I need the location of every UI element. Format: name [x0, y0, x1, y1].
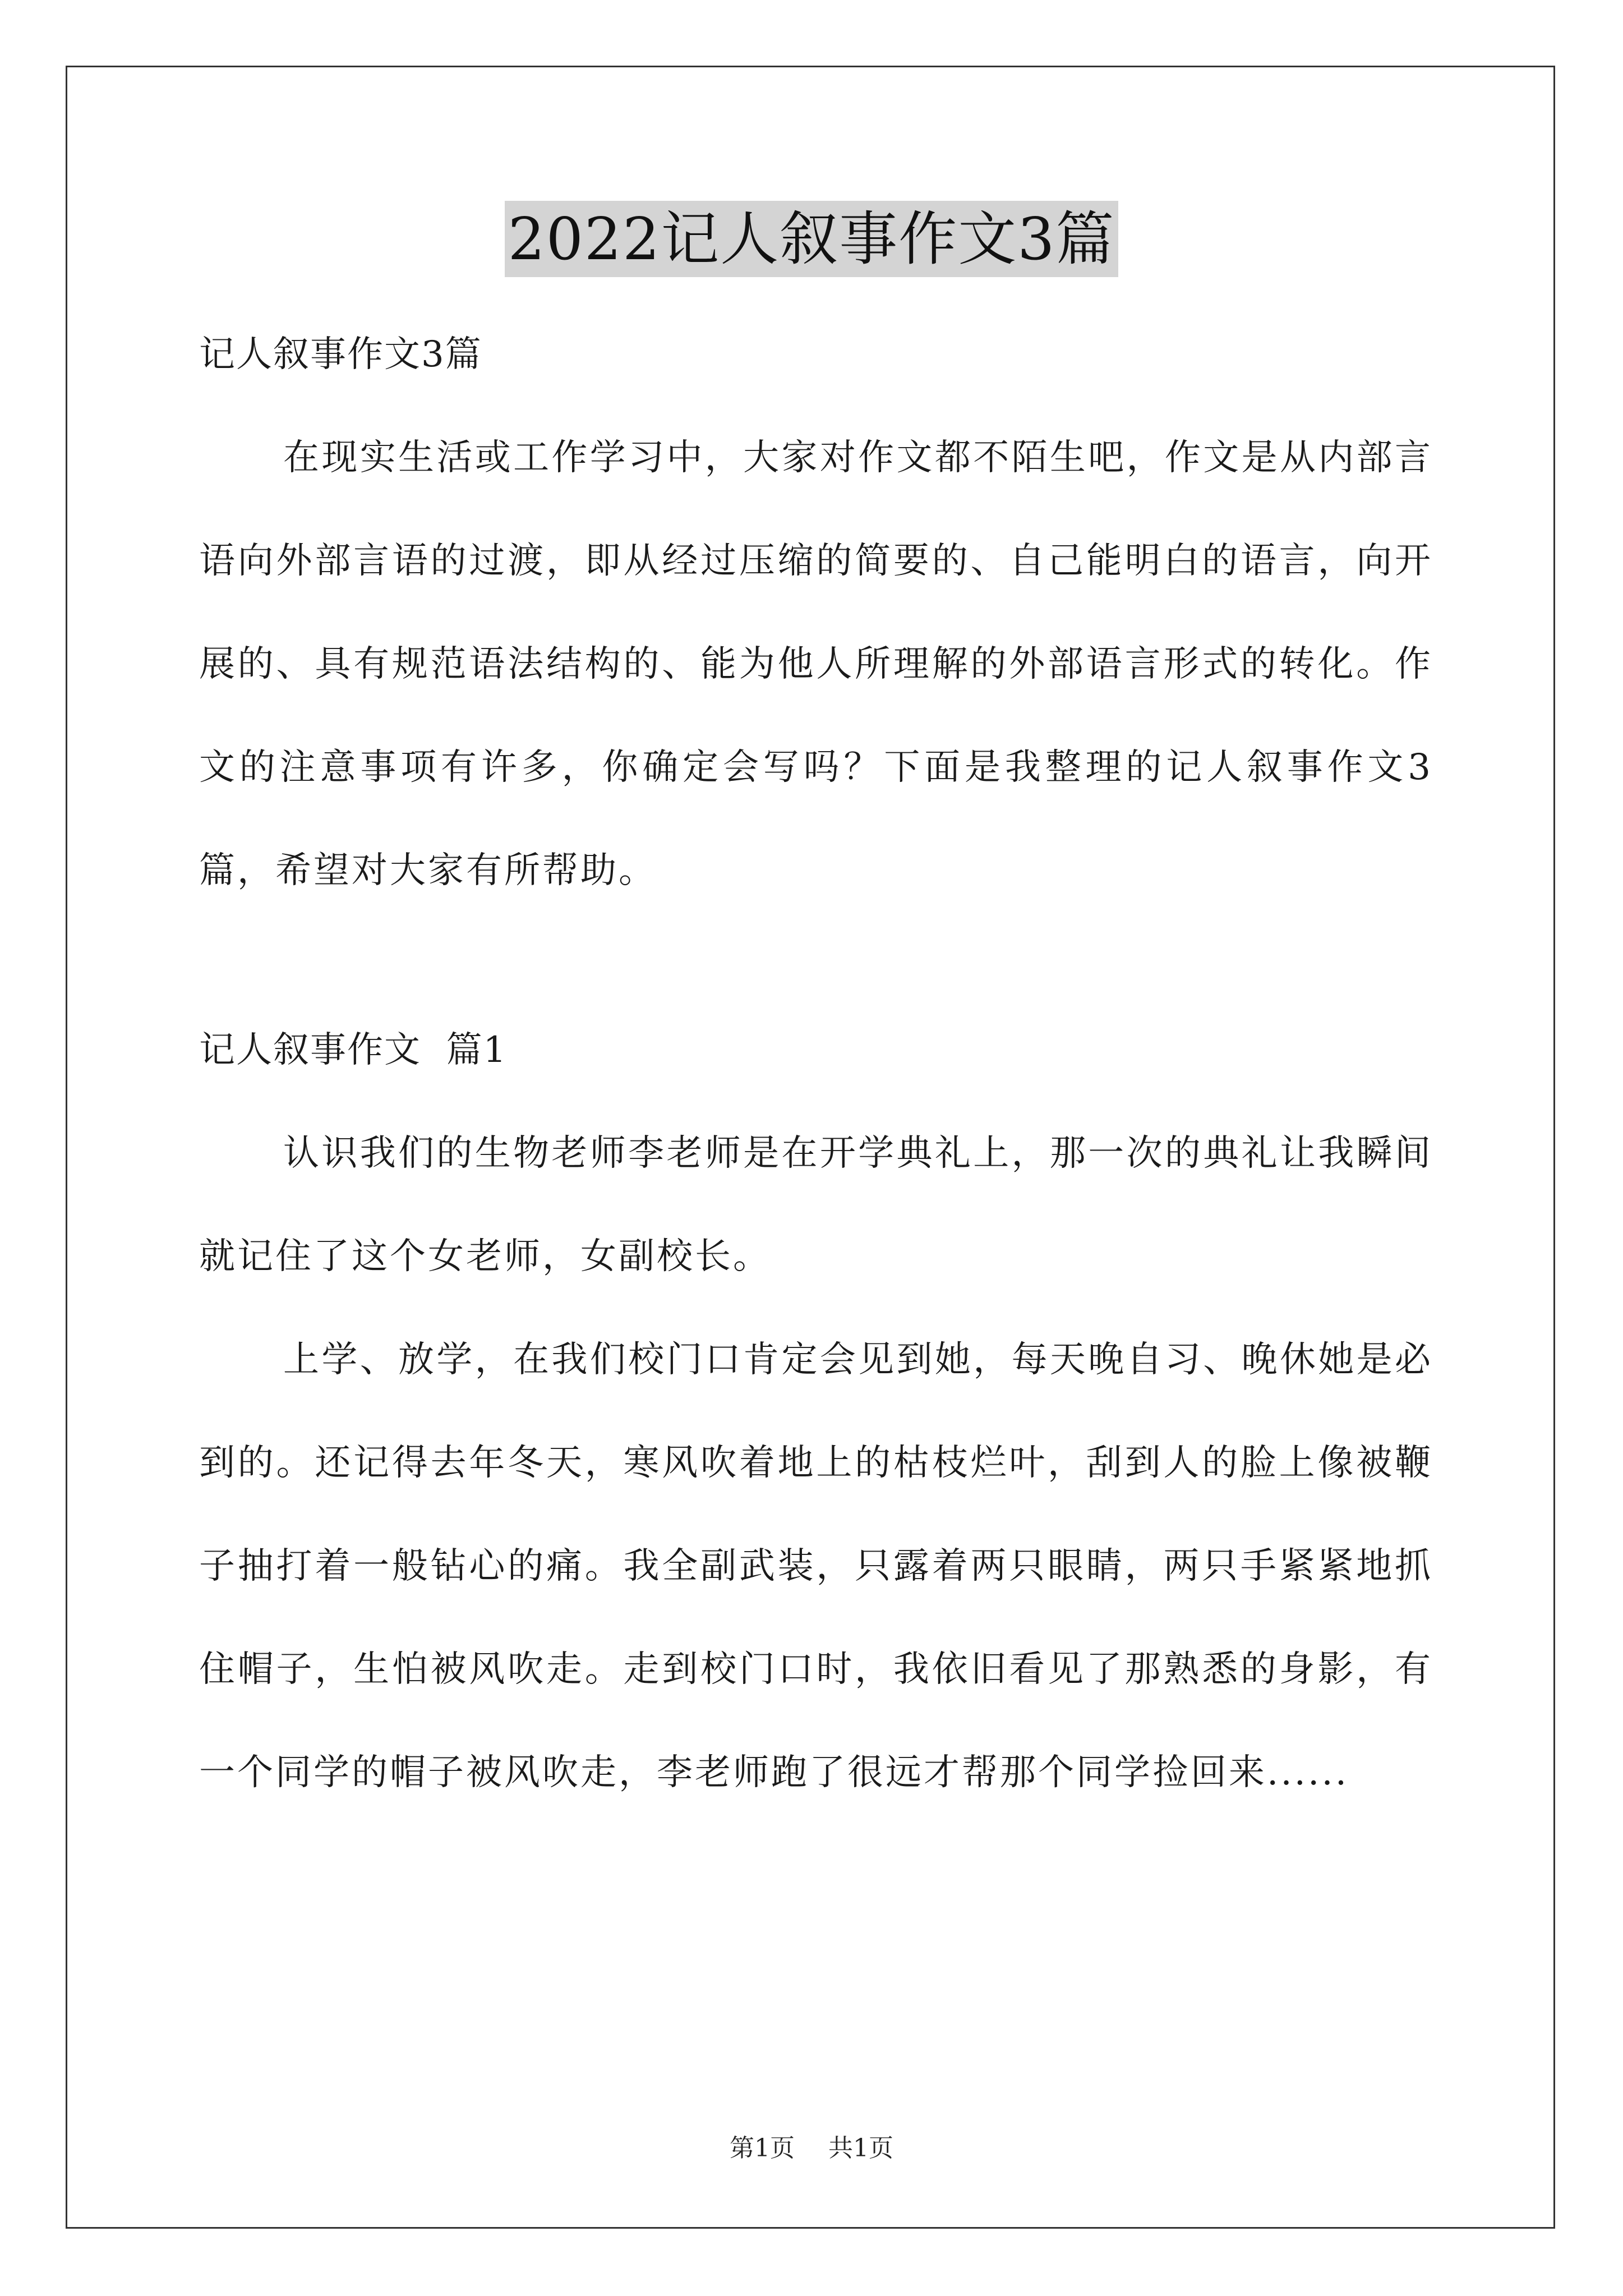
section-1-paragraph-1: 认识我们的生物老师李老师是在开学典礼上，那一次的典礼让我瞬间就记住了这个女老师，女副校长。 [199, 1133, 1433, 1277]
document-title: 2022记人叙事作文3篇 [505, 201, 1119, 277]
intro-paragraph: 在现实生活或工作学习中，大家对作文都不陌生吧，作文是从内部言语向外部言语的过渡，即从经过压缩的简要的、自己能明白的语言，向开展的、具有规范语法结构的、能为他人所理解的外部语言形式的转化。作文的注意事项有许多，你确定会写吗？下面是我整理的记人叙事作文3篇，希望对大家有所帮助。 [199, 437, 1433, 891]
title-container [0, 201, 1623, 277]
section-gap [199, 922, 1433, 999]
page-footer [0, 2132, 1623, 2165]
document-body [199, 303, 1433, 1824]
section-1-heading: 记人叙事作文 篇1 [199, 1029, 508, 1071]
page-number-total: 共1页 [828, 2134, 893, 2162]
subtitle: 记人叙事作文3篇 [199, 334, 482, 375]
section-1-paragraph-2: 上学、放学，在我们校门口肯定会见到她，每天晚自习、晚休她是必到的。还记得去年冬天，寒风吹着地上的枯枝烂叶，刮到人的脸上像被鞭子抽打着一般钻心的痛。我全副武装，只露着两只眼睛，两只手紧紧地抓住帽子，生怕被风吹走。走到校门口时，我依旧看见了那熟悉的身影，有一个同学的帽子被风吹走，李老师跑了很远才帮那个同学捡回来...... [199, 1339, 1433, 1793]
page-number-current: 第1页 [730, 2134, 795, 2162]
